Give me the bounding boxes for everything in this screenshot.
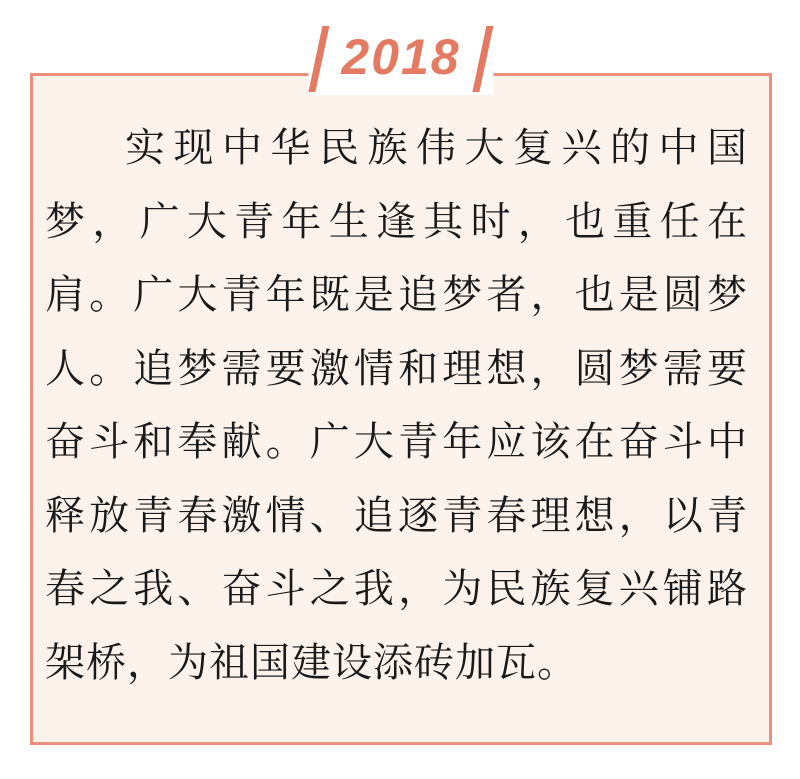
quote-line-2: 梦，广大青年生逢其时，也重任在 (45, 199, 747, 244)
quote-line-1: 实现中华民族伟大复兴的中国 (125, 126, 747, 170)
left-slash-bar-decoration (308, 26, 329, 92)
year-label: 2018 (341, 29, 461, 85)
quote-line-5: 奋斗和奉献。广大青年应该在奋斗中 (45, 420, 747, 464)
right-slash-bar-decoration (473, 26, 494, 92)
quote-line-4: 人。追梦需要激情和理想，圆梦需要 (45, 346, 747, 391)
quote-card-2018 (30, 29, 772, 745)
quote-line-3: 肩。广大青年既是追梦者，也是圆梦 (45, 273, 747, 317)
quote-paragraph (45, 112, 747, 700)
year-header (308, 23, 493, 95)
quote-line-7: 春之我、奋斗之我，为民族复兴铺路 (45, 567, 747, 611)
quote-line-8: 架桥，为祖国建设添砖加瓦。 (45, 640, 578, 685)
quote-line-6: 释放青春激情、追逐青春理想，以青 (45, 493, 747, 538)
